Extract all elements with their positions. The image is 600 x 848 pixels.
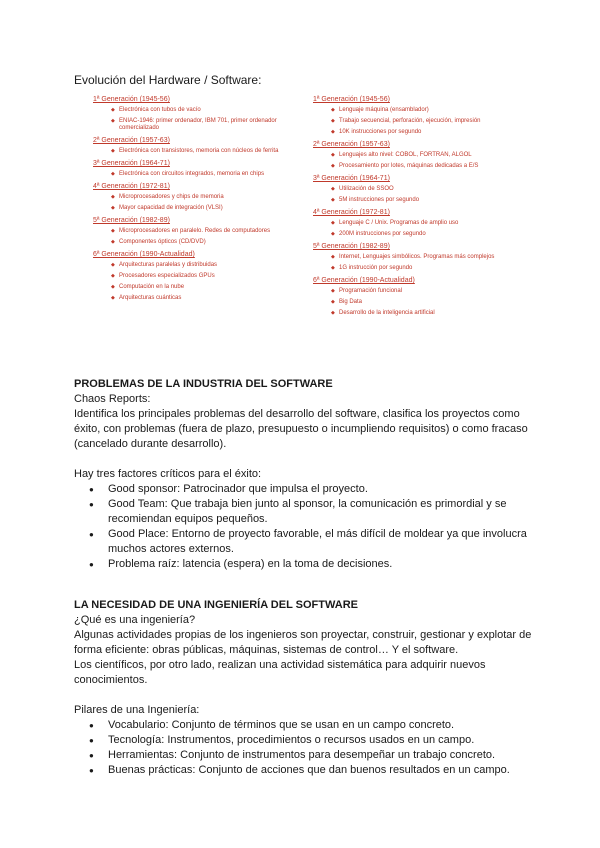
sw-item: ◆ 10K instrucciones por segundo [313,129,523,136]
hw-generation-list [93,194,303,212]
sw-item: ◆ Procesamiento por lotes, máquinas dedicadas a E/S [313,163,523,170]
hw-generation-list [93,228,303,246]
sw-generation-list [313,254,523,272]
subheading: Chaos Reports: [74,393,151,405]
hw-generation-heading: 4ª Generación (1972-81) [93,183,170,190]
hw-item: ◆ Procesadores especializados GPUs [93,273,303,280]
engineering-need-section [74,598,534,778]
success-factors-list [74,482,534,572]
list-item: ● Good Place: Entorno de proyecto favorable, el más difícil de moldear ya que involucra muchos actores externos. [74,527,534,557]
sw-generation-heading: 1ª Generación (1945-56) [313,96,390,103]
hw-generation-list [93,148,303,155]
sw-generation-heading: 6ª Generación (1990-Actualidad) [313,277,415,284]
pillars-list [74,718,534,778]
sw-item: ◆ Lenguajes alto nivel: COBOL, FORTRAN, ALGOL [313,152,523,159]
section-heading: PROBLEMAS DE LA INDUSTRIA DEL SOFTWARE [74,378,333,390]
sw-item: ◆ Big Data [313,299,523,306]
hw-item: ◆ Computación en la nube [93,284,303,291]
subheading: ¿Qué es una ingeniería? [74,614,196,626]
hw-generation-list [93,171,303,178]
sw-item: ◆ Desarrollo de la inteligencia artificial [313,310,523,317]
hw-item: ◆ Electrónica con tubos de vacío [93,107,303,114]
hw-item: ◆ Microprocesadores en paralelo. Redes de computadores [93,228,303,235]
sw-generation-list [313,220,523,238]
sw-item: ◆ Internet, Lenguajes simbólicos. Programas más complejos [313,254,523,261]
list-item: ● Vocabulario: Conjunto de términos que se usan en un campo concreto. [74,718,534,733]
section-heading: LA NECESIDAD DE UNA INGENIERÍA DEL SOFTWARE [74,599,358,611]
paragraph: Algunas actividades propias de los ingenieros son proyectar, construir, gestionar y explotar de forma eficiente: obras públicas, máquinas, sistemas de control… Y el software. [74,629,532,656]
software-timeline [313,95,523,321]
sw-item: ◆ 1G instrucción por segundo [313,265,523,272]
sw-item: ◆ Programación funcional [313,288,523,295]
hw-generation-list [93,107,303,132]
sw-generation-list [313,107,523,136]
hw-item: ◆ Arquitecturas paralelas y distribuidas [93,262,303,269]
paragraph: Los científicos, por otro lado, realizan una actividad sistemática para adquirir nuevos conocimientos. [74,659,486,686]
sw-generation-heading: 3ª Generación (1964-71) [313,175,390,182]
hw-generation-heading: 6ª Generación (1990-Actualidad) [93,251,195,258]
hw-item: ◆ Componentes ópticos (CD/DVD) [93,239,303,246]
hw-item: ◆ Microprocesadores y chips de memoria [93,194,303,201]
hw-generation-heading: 3ª Generación (1964-71) [93,160,170,167]
hardware-timeline [93,95,303,306]
hw-item: ◆ Electrónica con transistores, memoria con núcleos de ferrita [93,148,303,155]
list-item: ● Good Team: Que trabaja bien junto al sponsor, la comunicación es primordial y se recomiendan equipos pequeños. [74,497,534,527]
hw-generation-heading: 2ª Generación (1957-63) [93,137,170,144]
list-item: ● Tecnología: Instrumentos, procedimientos o recursos usados en un campo. [74,733,534,748]
sw-generation-heading: 2ª Generación (1957-63) [313,141,390,148]
sw-item: ◆ Lenguaje C / Unix. Programas de amplio uso [313,220,523,227]
list-item: ● Problema raíz: latencia (espera) en la toma de decisiones. [74,557,534,572]
hw-generation-heading: 5ª Generación (1982-89) [93,217,170,224]
sw-item: ◆ 200M instrucciones por segundo [313,231,523,238]
hw-item: ◆ Arquitecturas cuánticas [93,295,303,302]
sw-generation-heading: 4ª Generación (1972-81) [313,209,390,216]
evolution-title: Evolución del Hardware / Software: [74,73,262,87]
list-item: ● Good sponsor: Patrocinador que impulsa el proyecto. [74,482,534,497]
paragraph: Identifica los principales problemas del desarrollo del software, clasifica los proyectos como éxito, con problemas (fuera de plazo, presupuesto o incumpliendo requisitos) o como fracaso (cancelado durante desarrollo). [74,408,528,450]
list-item: ● Herramientas: Conjunto de instrumentos para desempeñar un trabajo concreto. [74,748,534,763]
sw-item: ◆ Trabajo secuencial, perforación, ejecución, impresión [313,118,523,125]
sw-generation-list [313,152,523,170]
sw-item: ◆ Lenguaje máquina (ensamblador) [313,107,523,114]
hw-generation-list [93,262,303,302]
list-item: ● Buenas prácticas: Conjunto de acciones que dan buenos resultados en un campo. [74,763,534,778]
list-lead: Hay tres factores críticos para el éxito: [74,468,262,480]
hw-item: ◆ ENIAC-1946: primer ordenador, IBM 701, primer ordenador comercializado [93,118,303,132]
hw-generation-heading: 1ª Generación (1945-56) [93,96,170,103]
hw-item: ◆ Mayor capacidad de integración (VLSI) [93,205,303,212]
sw-generation-heading: 5ª Generación (1982-89) [313,243,390,250]
sw-generation-list [313,186,523,204]
industry-problems-section [74,377,534,572]
list-lead: Pilares de una Ingeniería: [74,704,200,716]
sw-item: ◆ 5M instrucciones por segundo [313,197,523,204]
sw-generation-list [313,288,523,317]
sw-item: ◆ Utilización de SSOO [313,186,523,193]
hw-item: ◆ Electrónica con circuitos integrados, memoria en chips [93,171,303,178]
